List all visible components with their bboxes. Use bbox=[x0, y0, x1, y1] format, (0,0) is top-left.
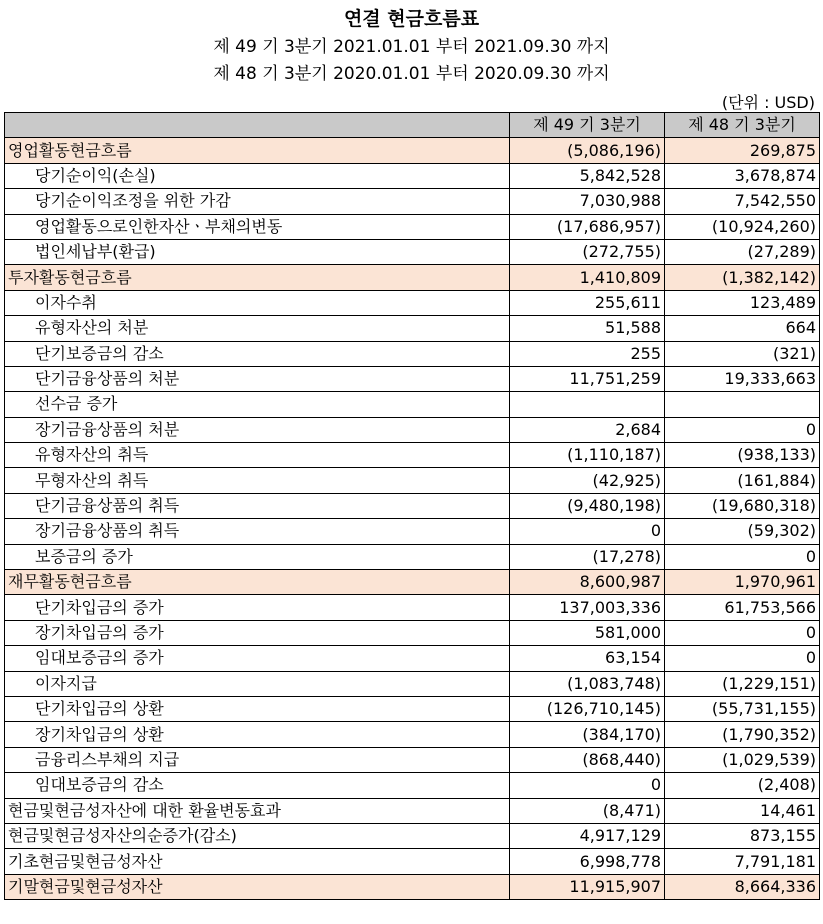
row-label: 단기금융상품의 처분 bbox=[5, 366, 510, 391]
row-current-value: (17,686,957) bbox=[510, 214, 665, 239]
period-current: 제 49 기 3분기 2021.01.01 부터 2021.09.30 까지 bbox=[213, 37, 610, 57]
row-previous-value: (27,289) bbox=[665, 239, 820, 264]
row-label: 금융리스부채의 지급 bbox=[5, 747, 510, 772]
row-current-value: 8,600,987 bbox=[510, 570, 665, 595]
row-previous-value: (55,731,155) bbox=[665, 696, 820, 721]
row-previous-value: 0 bbox=[665, 646, 820, 671]
row-current-value: 137,003,336 bbox=[510, 595, 665, 620]
row-current-value: 51,588 bbox=[510, 316, 665, 341]
row-current-value: (9,480,198) bbox=[510, 493, 665, 518]
row-current-value: (384,170) bbox=[510, 722, 665, 747]
row-current-value: 11,751,259 bbox=[510, 366, 665, 391]
table-row bbox=[5, 595, 820, 620]
row-previous-value: 7,791,181 bbox=[665, 849, 820, 874]
header-label bbox=[5, 113, 510, 138]
table-row bbox=[5, 874, 820, 899]
row-label: 당기순이익(손실) bbox=[5, 163, 510, 188]
row-label: 장기차입금의 증가 bbox=[5, 620, 510, 645]
row-previous-value: (19,680,318) bbox=[665, 493, 820, 518]
table-row bbox=[5, 620, 820, 645]
row-previous-value: 61,753,566 bbox=[665, 595, 820, 620]
row-current-value: 7,030,988 bbox=[510, 189, 665, 214]
row-previous-value: (1,029,539) bbox=[665, 747, 820, 772]
table-row bbox=[5, 239, 820, 264]
row-current-value: 6,998,778 bbox=[510, 849, 665, 874]
table-row bbox=[5, 570, 820, 595]
table-row bbox=[5, 417, 820, 442]
row-label: 당기순이익조정을 위한 가감 bbox=[5, 189, 510, 214]
row-previous-value: (1,229,151) bbox=[665, 671, 820, 696]
row-current-value: 581,000 bbox=[510, 620, 665, 645]
row-current-value: (8,471) bbox=[510, 798, 665, 823]
row-current-value: (5,086,196) bbox=[510, 138, 665, 163]
table-header-row bbox=[5, 113, 820, 138]
header-previous-period: 제 48 기 3분기 bbox=[665, 113, 820, 138]
row-current-value: (17,278) bbox=[510, 544, 665, 569]
row-previous-value: (10,924,260) bbox=[665, 214, 820, 239]
row-previous-value: 873,155 bbox=[665, 823, 820, 848]
row-previous-value bbox=[665, 392, 820, 417]
row-current-value: (126,710,145) bbox=[510, 696, 665, 721]
row-previous-value: (1,382,142) bbox=[665, 265, 820, 290]
row-current-value: 11,915,907 bbox=[510, 874, 665, 899]
table-row bbox=[5, 265, 820, 290]
row-current-value bbox=[510, 392, 665, 417]
row-label: 임대보증금의 감소 bbox=[5, 773, 510, 798]
row-label: 단기차입금의 상환 bbox=[5, 696, 510, 721]
row-current-value: 4,917,129 bbox=[510, 823, 665, 848]
table-row bbox=[5, 849, 820, 874]
period-previous: 제 48 기 3분기 2020.01.01 부터 2020.09.30 까지 bbox=[213, 64, 610, 84]
row-previous-value: (321) bbox=[665, 341, 820, 366]
table-row bbox=[5, 696, 820, 721]
row-current-value: 0 bbox=[510, 519, 665, 544]
table-row bbox=[5, 341, 820, 366]
row-previous-value: (161,884) bbox=[665, 468, 820, 493]
row-previous-value: 3,678,874 bbox=[665, 163, 820, 188]
header-current-period: 제 49 기 3분기 bbox=[510, 113, 665, 138]
table-row bbox=[5, 823, 820, 848]
table-row bbox=[5, 493, 820, 518]
row-current-value: 5,842,528 bbox=[510, 163, 665, 188]
table-row bbox=[5, 163, 820, 188]
row-current-value: 63,154 bbox=[510, 646, 665, 671]
row-current-value: 255 bbox=[510, 341, 665, 366]
row-label: 기초현금및현금성자산 bbox=[5, 849, 510, 874]
row-current-value: 2,684 bbox=[510, 417, 665, 442]
statement-title: 연결 현금흐름표 bbox=[343, 8, 480, 30]
row-label: 현금및현금성자산의순증가(감소) bbox=[5, 823, 510, 848]
table-row bbox=[5, 798, 820, 823]
table-row bbox=[5, 189, 820, 214]
row-previous-value: 7,542,550 bbox=[665, 189, 820, 214]
row-previous-value: 14,461 bbox=[665, 798, 820, 823]
table-row bbox=[5, 443, 820, 468]
table-row bbox=[5, 722, 820, 747]
row-label: 무형자산의 취득 bbox=[5, 468, 510, 493]
row-previous-value: 19,333,663 bbox=[665, 366, 820, 391]
unit-label: (단위 : USD) bbox=[721, 93, 815, 112]
row-label: 장기금융상품의 처분 bbox=[5, 417, 510, 442]
table-row bbox=[5, 544, 820, 569]
row-current-value: (42,925) bbox=[510, 468, 665, 493]
row-current-value: 255,611 bbox=[510, 290, 665, 315]
row-label: 이자지급 bbox=[5, 671, 510, 696]
row-previous-value: (938,133) bbox=[665, 443, 820, 468]
row-label: 단기금융상품의 취득 bbox=[5, 493, 510, 518]
table-row bbox=[5, 671, 820, 696]
table-row bbox=[5, 366, 820, 391]
row-label: 유형자산의 처분 bbox=[5, 316, 510, 341]
table-row bbox=[5, 646, 820, 671]
row-label: 법인세납부(환급) bbox=[5, 239, 510, 264]
row-label: 영업활동현금흐름 bbox=[5, 138, 510, 163]
row-previous-value: 1,970,961 bbox=[665, 570, 820, 595]
row-previous-value: 0 bbox=[665, 620, 820, 645]
row-label: 보증금의 증가 bbox=[5, 544, 510, 569]
row-label: 유형자산의 취득 bbox=[5, 443, 510, 468]
table-row bbox=[5, 392, 820, 417]
row-label: 단기차입금의 증가 bbox=[5, 595, 510, 620]
row-label: 장기차입금의 상환 bbox=[5, 722, 510, 747]
row-previous-value: (1,790,352) bbox=[665, 722, 820, 747]
row-current-value: (868,440) bbox=[510, 747, 665, 772]
table-row bbox=[5, 290, 820, 315]
row-current-value: 1,410,809 bbox=[510, 265, 665, 290]
row-current-value: (1,110,187) bbox=[510, 443, 665, 468]
row-previous-value: 8,664,336 bbox=[665, 874, 820, 899]
row-label: 이자수취 bbox=[5, 290, 510, 315]
table-row bbox=[5, 747, 820, 772]
row-previous-value: 123,489 bbox=[665, 290, 820, 315]
row-label: 선수금 증가 bbox=[5, 392, 510, 417]
table-row bbox=[5, 138, 820, 163]
row-previous-value: 664 bbox=[665, 316, 820, 341]
row-previous-value: (59,302) bbox=[665, 519, 820, 544]
row-label: 영업활동으로인한자산ㆍ부채의변동 bbox=[5, 214, 510, 239]
row-previous-value: 269,875 bbox=[665, 138, 820, 163]
row-current-value: (272,755) bbox=[510, 239, 665, 264]
table-row bbox=[5, 468, 820, 493]
row-label: 투자활동현금흐름 bbox=[5, 265, 510, 290]
row-label: 임대보증금의 증가 bbox=[5, 646, 510, 671]
row-current-value: 0 bbox=[510, 773, 665, 798]
row-previous-value: 0 bbox=[665, 417, 820, 442]
row-label: 단기보증금의 감소 bbox=[5, 341, 510, 366]
table-row bbox=[5, 773, 820, 798]
row-current-value: (1,083,748) bbox=[510, 671, 665, 696]
row-label: 기말현금및현금성자산 bbox=[5, 874, 510, 899]
row-label: 장기금융상품의 취득 bbox=[5, 519, 510, 544]
cash-flow-table bbox=[4, 112, 820, 900]
table-row bbox=[5, 519, 820, 544]
table-row bbox=[5, 316, 820, 341]
row-label: 재무활동현금흐름 bbox=[5, 570, 510, 595]
row-label: 현금및현금성자산에 대한 환율변동효과 bbox=[5, 798, 510, 823]
row-previous-value: (2,408) bbox=[665, 773, 820, 798]
row-previous-value: 0 bbox=[665, 544, 820, 569]
table-row bbox=[5, 214, 820, 239]
